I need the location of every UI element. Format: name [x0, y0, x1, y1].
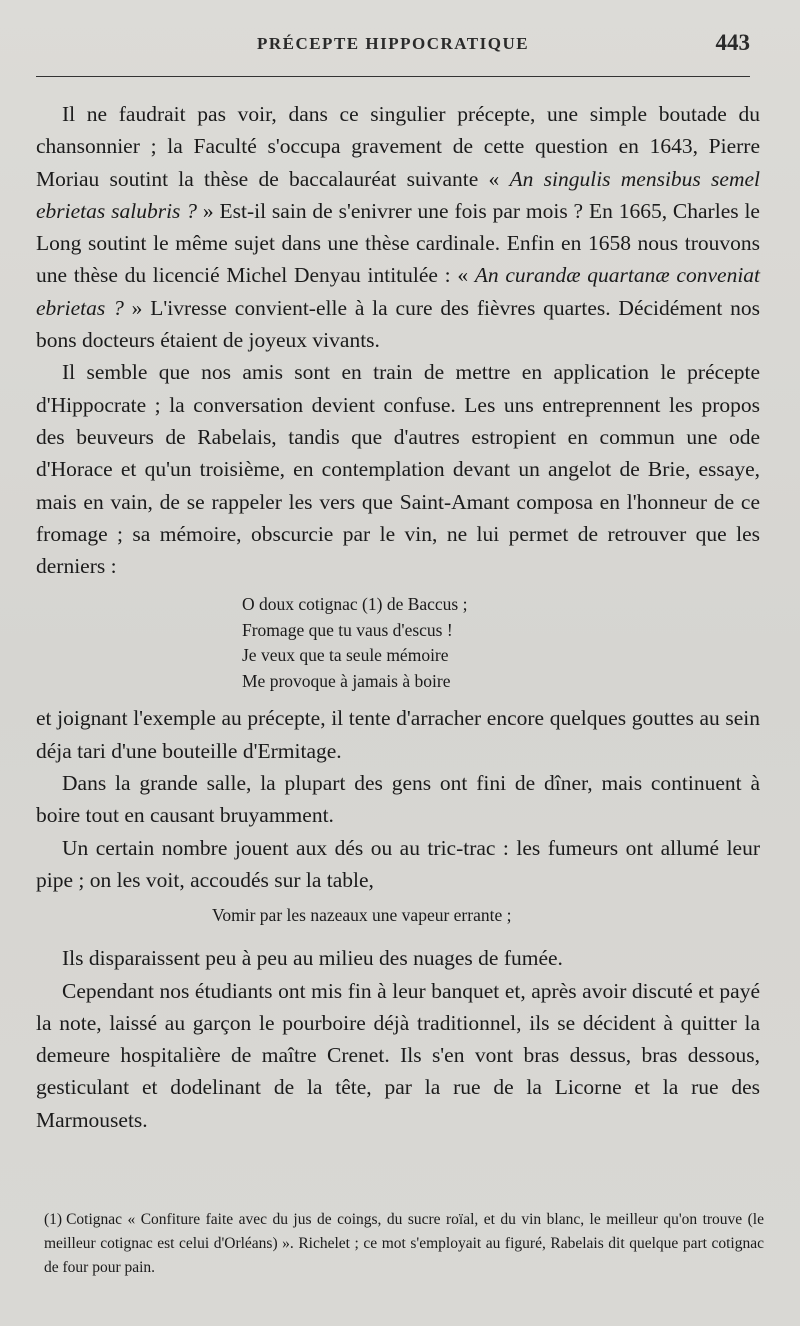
verse-quotation-2: Vomir par les nazeaux une vapeur errante ; — [212, 905, 512, 926]
header-rule — [36, 76, 750, 77]
paragraph-6: Ils disparaissent peu à peu au milieu des nuages de fumée. — [62, 946, 563, 971]
footnote — [44, 1208, 764, 1280]
paragraph-1-text-c: » L'ivresse convient-elle à la cure des fièvres quartes. Décidément nos bons docteurs étaient de joyeux vivants. — [36, 295, 760, 353]
page-header — [36, 30, 750, 60]
verse-line: Je veux que ta seule mémoire — [242, 645, 449, 666]
paragraph-5: Un certain nombre jouent aux dés ou au tric-trac : les fumeurs ont allumé leur pipe ; on les voit, accoudés sur la table, — [36, 835, 760, 892]
body-text — [36, 98, 760, 1136]
paragraph-4: Dans la grande salle, la plupart des gens ont fini de dîner, mais continuent à boire tout en causant bruyamment. — [36, 771, 760, 828]
running-title: PRÉCEPTE HIPPOCRATIQUE — [256, 34, 530, 53]
paragraph-7: Cependant nos étudiants ont mis fin à leur banquet et, après avoir discuté et payé la note, laissé au garçon le pourboire déjà traditionnel, ils se décident à quitter la demeure hospitalière de maître Crenet. Ils s'en vont bras dessus, bras dessous, gesticulant et dodelinant de la tête, par la rue de la Licorne et la rue des Marmousets. — [36, 978, 760, 1132]
verse-line: O doux cotignac (1) de Baccus ; — [242, 594, 468, 615]
footnote-marker: (1) — [44, 1211, 63, 1228]
paragraph-3: et joignant l'exemple au précepte, il tente d'arracher encore quelques gouttes au sein déja tari d'une bouteille d'Ermitage. — [36, 706, 760, 763]
verse-line: Me provoque à jamais à boire — [242, 670, 451, 691]
paragraph-1-text-b: » Est-il sain de s'enivrer une fois par mois ? En 1665, Charles le Long soutint le même sujet dans une thèse cardinale. Enfin en 1658 nous trouvons une thèse du licencié Michel Denyau intitulée : « — [36, 198, 760, 288]
paragraph-2: Il semble que nos amis sont en train de mettre en application le précepte d'Hippocrate ; la conversation devient confuse. Les uns entreprennent les propos des beuveurs de Rabelais, tandis que d'autres estropient en commun une ode d'Horace et qu'un troisième, en contemplation devant un angelot de Brie, essaye, mais en vain, de se rappeler les vers que Saint-Amant composa en l'honneur de ce fromage ; sa mémoire, obscurcie par le vin, ne lui permet de retrouver que les derniers : — [36, 360, 760, 579]
paragraph-1-text-a: Il ne faudrait pas voir, dans ce singulier précepte, une simple boutade du chansonnier ; la Faculté s'occupa gravement de cette question en 1643, Pierre Moriau soutint la thèse de baccalauréat suivante « — [36, 102, 760, 191]
latin-thesis-title-2: An curandæ quartanæ conveniat ebrietas ? — [36, 263, 761, 320]
page-number: 443 — [715, 30, 750, 55]
latin-thesis-title-1: An singulis mensibus semel ebrietas salubris ? — [36, 166, 760, 223]
paragraph-1 — [36, 98, 760, 356]
footnote-text: Cotignac « Confiture faite avec du jus de coings, du sucre roïal, et du vin blanc, le meilleur qu'on trouve (le meilleur cotignac est celui d'Orléans) ». Richelet ; ce mot s'employait au figuré, Rabelais dit quelque part cotignac de four pour pain. — [44, 1211, 764, 1276]
verse-line: Fromage que tu vaus d'escus ! — [242, 619, 453, 640]
verse-quotation — [242, 592, 760, 694]
